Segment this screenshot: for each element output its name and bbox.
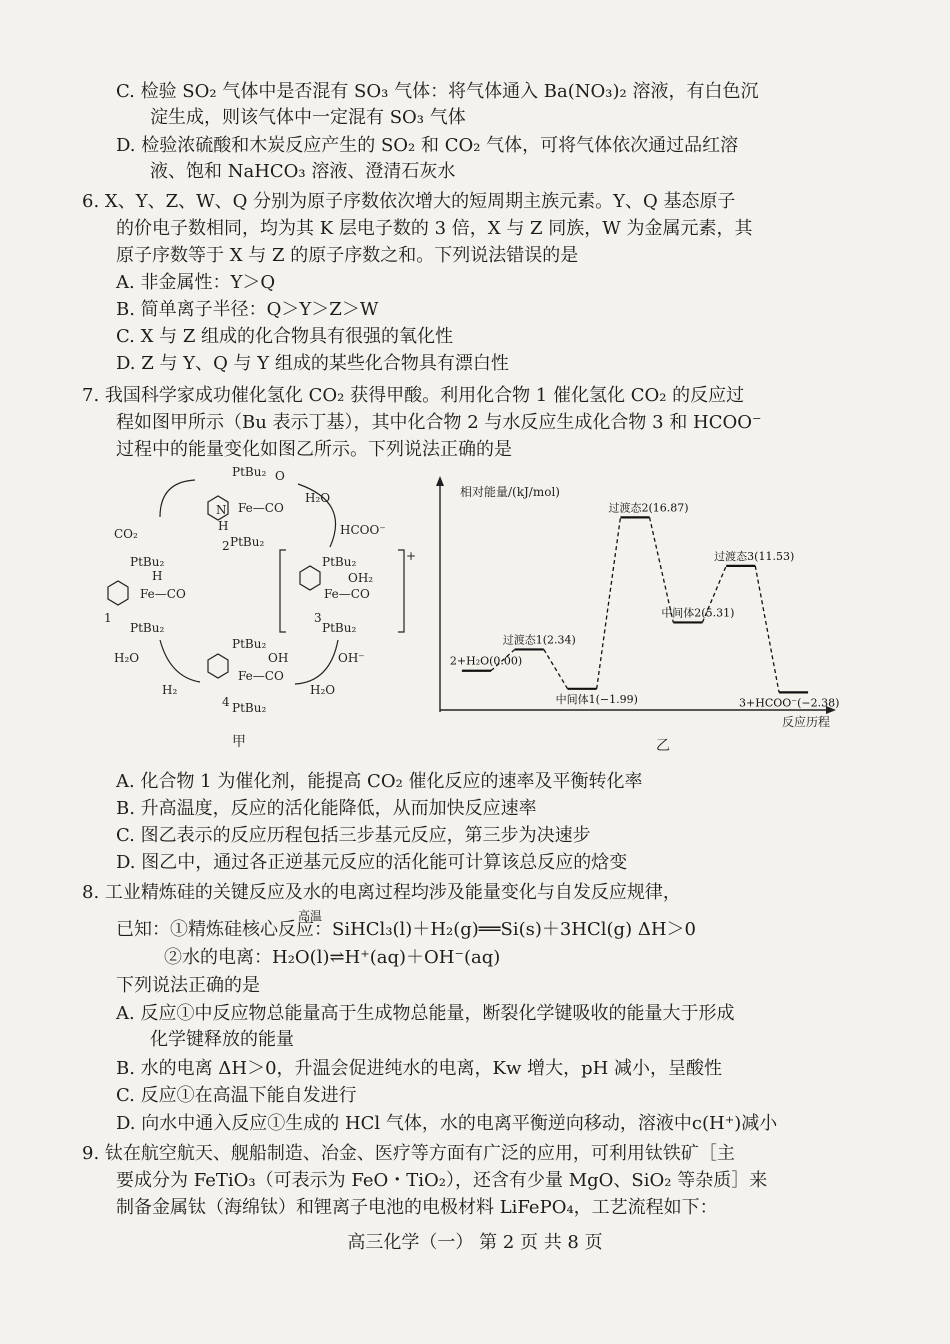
y-axis-label: 相对能量/(kJ/mol) [460, 485, 560, 499]
q6-option-d: D. Z 与 Y、Q 与 Y 组成的某些化合物具有漂白性 [116, 353, 509, 374]
energy-connector [755, 566, 779, 692]
q6-stem: 6. X、Y、Z、W、Q 分别为原子序数依次增大的短周期主族元素。Y、Q 基态原子 [82, 191, 736, 212]
compound-1-label: 1 [104, 611, 112, 625]
fig-oh: OH [268, 651, 289, 665]
q7-option-b: B. 升高温度，反应的活化能降低，从而加快反应速率 [116, 798, 537, 819]
chart-title: 乙 [656, 738, 670, 752]
q8-reaction-1: 已知：①精炼硅核心反应：SiHCl₃(l)＋H₂(g)══Si(s)＋3HCl(g) ΔH＞0 [116, 919, 696, 940]
fig-fe-co: Fe—CO [140, 587, 186, 601]
q9-stem-cont: 要成分为 FeTiO₃（可表示为 FeO・TiO₂），还含有少量 MgO、SiO₂ 等杂质］来 [116, 1170, 768, 1191]
q5-option-c: C. 检验 SO₂ 气体中是否混有 SO₃ 气体：将气体通入 Ba(NO₃)₂ 溶液，有白色沉 [116, 81, 759, 102]
q5-option-c-cont: 淀生成，则该气体中一定混有 SO₃ 气体 [150, 107, 466, 128]
fig-co2: CO₂ [114, 527, 138, 541]
fig-h: H [152, 569, 163, 583]
energy-point-label: 2+H₂O(0.00) [449, 654, 523, 668]
q7-option-c: C. 图乙表示的反应历程包括三步基元反应，第三步为决速步 [116, 825, 591, 846]
compound-4-label: 4 [222, 695, 230, 709]
q7-stem: 7. 我国科学家成功催化氢化 CO₂ 获得甲酸。利用化合物 1 催化氢化 CO₂ 的反应过 [82, 385, 745, 406]
energy-point-label: 过渡态2(16.87) [608, 501, 689, 515]
fig-oh2: OH₂ [348, 571, 374, 585]
energy-point-label: 中间体2(5.31) [661, 606, 735, 620]
energy-point-label: 中间体1(−1.99) [555, 692, 638, 706]
fig-h: H [218, 519, 229, 533]
catalytic-cycle-figure [100, 462, 430, 752]
q5-option-d: D. 检验浓硫酸和木炭反应产生的 SO₂ 和 CO₂ 气体，可将气体依次通过品红溶 [116, 135, 739, 156]
q6-stem-cont: 的价电子数相同，均为其 K 层电子数的 3 倍，X 与 Z 同族，W 为金属元素，其 [116, 218, 753, 239]
fig-n: N [216, 503, 227, 517]
fig-h2o: H₂O [305, 491, 331, 505]
fig-h2: H₂ [162, 683, 178, 697]
fig-hcoo: HCOO⁻ [340, 523, 386, 537]
q7-stem-cont: 过程中的能量变化如图乙所示。下列说法正确的是 [116, 439, 512, 460]
fig-ptbu2: PtBu₂ [322, 555, 357, 569]
q7-option-a: A. 化合物 1 为催化剂，能提高 CO₂ 催化反应的速率及平衡转化率 [116, 771, 643, 792]
fig-ptbu2: PtBu₂ [232, 465, 267, 479]
fig-fe-co: Fe—CO [324, 587, 370, 601]
q9-stem-cont: 制备金属钛（海绵钛）和锂离子电池的电极材料 LiFePO₄，工艺流程如下： [116, 1197, 718, 1218]
fig-o: O [275, 469, 285, 483]
q5-option-d-cont: 液、饱和 NaHCO₃ 溶液、澄清石灰水 [150, 161, 456, 182]
q7-option-d: D. 图乙中，通过各正逆基元反应的活化能可计算该总反应的焓变 [116, 852, 628, 873]
x-axis-label: 反应历程 [782, 715, 831, 729]
q6-option-b: B. 简单离子半径：Q＞Y＞Z＞W [116, 299, 379, 320]
q8-stem: 8. 工业精炼硅的关键反应及水的电离过程均涉及能量变化与自发反应规律， [82, 882, 681, 903]
energy-point-label: 过渡态3(11.53) [714, 549, 795, 563]
fig-fe-co: Fe—CO [238, 501, 284, 515]
fig-h2o: H₂O [114, 651, 140, 665]
fig-ptbu2: PtBu₂ [130, 555, 165, 569]
y-axis-arrow [436, 476, 444, 486]
energy-point-label: 3+HCOO⁻(−2.38) [739, 696, 840, 710]
fig-ptbu2: PtBu₂ [130, 621, 165, 635]
fig-plus: + [406, 549, 417, 563]
fig-ptbu2: PtBu₂ [232, 637, 267, 651]
q8-option-b: B. 水的电离 ΔH＞0，升温会促进纯水的电离，Kw 增大，pH 减小，呈酸性 [116, 1058, 723, 1079]
q6-stem-cont: 原子序数等于 X 与 Z 的原子序数之和。下列说法错误的是 [116, 245, 579, 266]
fig-ptbu2: PtBu₂ [232, 701, 267, 715]
q8-option-c: C. 反应①在高温下能自发进行 [116, 1085, 357, 1106]
fig-fe-co: Fe—CO [238, 669, 284, 683]
fig-h2o: H₂O [310, 683, 336, 697]
q7-stem-cont: 程如图甲所示（Bu 表示丁基），其中化合物 2 与水反应生成化合物 3 和 HCOO⁻ [116, 412, 762, 433]
fig-ptbu2: PtBu₂ [230, 535, 265, 549]
q8-prompt: 下列说法正确的是 [116, 975, 260, 996]
reaction-condition: 高温 [298, 909, 323, 923]
compound-3-label: 3 [314, 611, 322, 625]
fig-oh-minus: OH⁻ [338, 651, 365, 665]
energy-connector [597, 517, 621, 688]
q8-option-d: D. 向水中通入反应①生成的 HCl 气体，水的电离平衡逆向移动，溶液中c(H⁺)减小 [116, 1113, 778, 1134]
q6-option-c: C. X 与 Z 组成的化合物具有很强的氧化性 [116, 326, 454, 347]
q9-stem: 9. 钛在航空航天、舰船制造、冶金、医疗等方面有广泛的应用，可利用钛铁矿［主 [82, 1143, 735, 1164]
figure-caption-jia: 甲 [232, 734, 246, 750]
energy-connector [544, 649, 568, 688]
q6-option-a: A. 非金属性：Y＞Q [116, 272, 276, 293]
q8-reaction-2: ②水的电离：H₂O(l)⇌H⁺(aq)＋OH⁻(aq) [164, 947, 501, 968]
energy-point-label: 过渡态1(2.34) [502, 633, 576, 647]
compound-2-label: 2 [222, 539, 230, 553]
q8-option-a: A. 反应①中反应物总能量高于生成物总能量，断裂化学键吸收的能量大于形成 [116, 1003, 735, 1024]
energy-profile-chart [430, 462, 850, 752]
fig-ptbu2: PtBu₂ [322, 621, 357, 635]
page-footer: 高三化学（一） 第 2 页 共 8 页 [347, 1232, 603, 1253]
q8-option-a-cont: 化学键释放的能量 [150, 1029, 294, 1050]
